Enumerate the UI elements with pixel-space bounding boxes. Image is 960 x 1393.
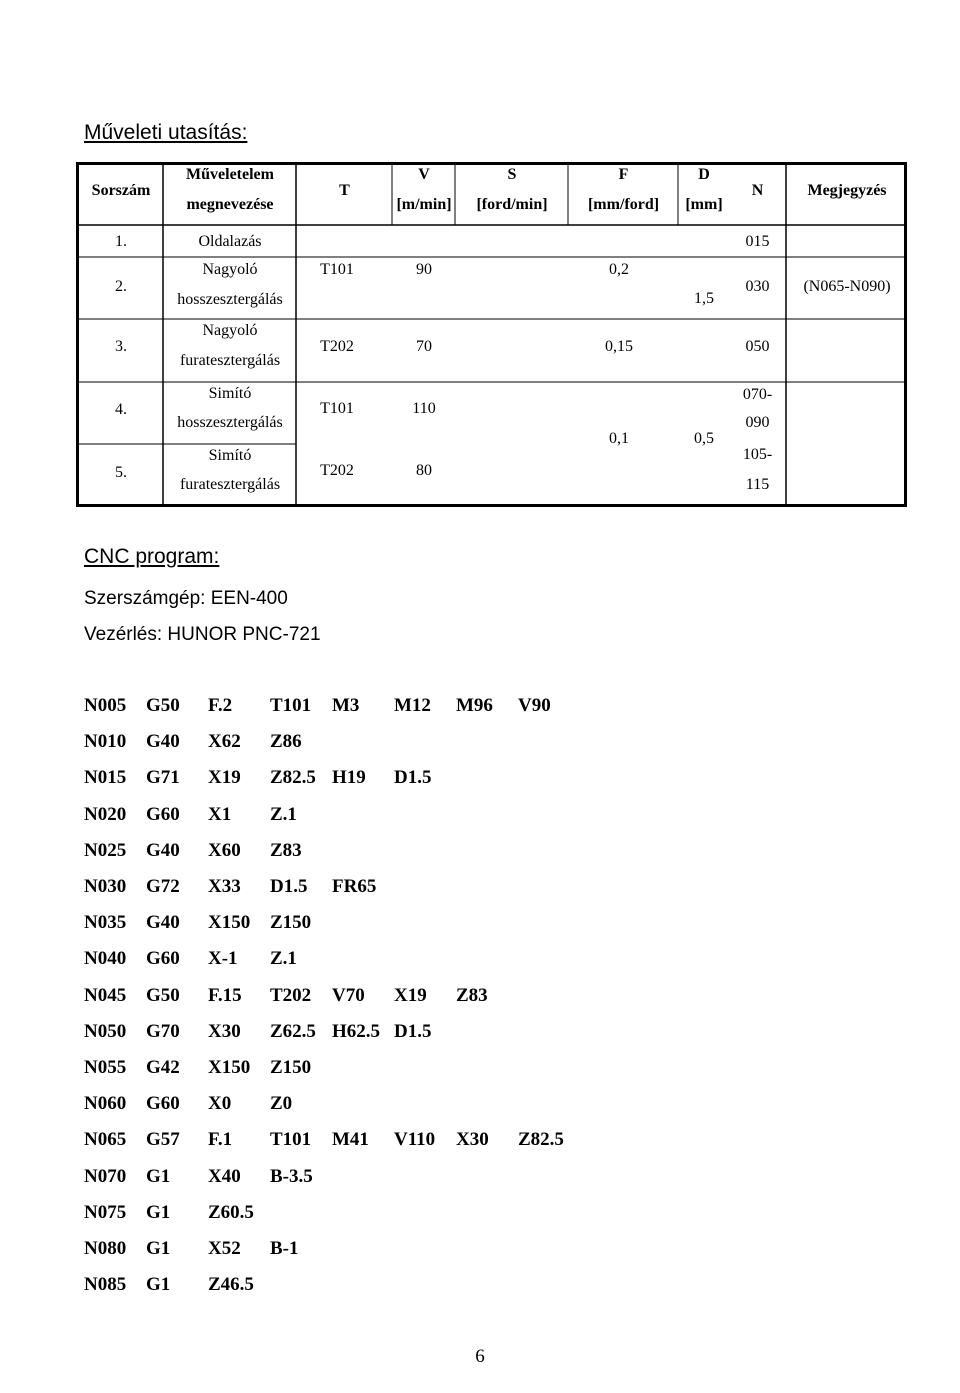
- cnc-word: H19: [332, 767, 366, 789]
- cnc-word: V70: [332, 984, 365, 1006]
- cnc-word: N025: [84, 839, 127, 861]
- cnc-word: X52: [208, 1238, 241, 1259]
- row2-f: 0,2: [609, 261, 629, 278]
- row2-number: 2.: [115, 278, 127, 295]
- cnc-word: N055: [84, 1057, 127, 1078]
- row2-v: 90: [416, 261, 432, 278]
- cnc-word: G57: [146, 1129, 180, 1151]
- row1-name: Oldalazás: [198, 233, 262, 250]
- cnc-word: D1.5: [394, 1020, 432, 1042]
- row4-name-1: Simító: [208, 385, 252, 402]
- page-number: 6: [475, 1346, 485, 1367]
- cnc-word: D1.5: [394, 767, 432, 789]
- row5-n-1: 105-: [742, 446, 773, 463]
- cnc-word: FR65: [332, 876, 377, 897]
- header-v-2: [m/min]: [396, 196, 452, 213]
- row2-n: 030: [745, 278, 770, 295]
- cnc-word: N080: [84, 1238, 127, 1259]
- operations-table: [76, 162, 907, 507]
- cnc-word: G50: [146, 984, 180, 1006]
- header-tool: T: [339, 182, 350, 199]
- header-d-2: [mm]: [685, 196, 723, 213]
- cnc-word: G60: [146, 803, 180, 825]
- cnc-word: N065: [84, 1129, 127, 1151]
- cnc-word: T101: [270, 695, 312, 716]
- row3-name-1: Nagyoló: [202, 322, 258, 339]
- cnc-word: T202: [270, 984, 312, 1006]
- cnc-word: Z82.5: [518, 1129, 564, 1151]
- row45-f: 0,1: [609, 430, 629, 447]
- row5-number: 5.: [115, 464, 127, 481]
- cnc-word: F.2: [208, 695, 233, 716]
- cnc-word: N085: [84, 1274, 127, 1296]
- cnc-word: X33: [208, 876, 241, 897]
- cnc-word: X150: [208, 912, 251, 934]
- cnc-word: X19: [394, 984, 427, 1006]
- cnc-word: N045: [84, 984, 127, 1006]
- row4-n-2: 090: [745, 414, 770, 431]
- row4-number: 4.: [115, 401, 127, 418]
- cnc-word: D1.5: [270, 876, 308, 897]
- cnc-word: X60: [208, 839, 241, 861]
- cnc-word: Z83: [456, 984, 488, 1006]
- row1-number: 1.: [115, 233, 127, 250]
- cnc-word: Z.1: [270, 803, 297, 825]
- row5-n-2: 115: [745, 476, 770, 493]
- cnc-word: F.15: [208, 984, 242, 1006]
- cnc-word: G1: [146, 1201, 171, 1223]
- row2-tool: T101: [320, 261, 354, 278]
- row4-tool: T101: [320, 400, 354, 417]
- cnc-word: N030: [84, 876, 127, 897]
- cnc-word: M41: [332, 1129, 369, 1151]
- cnc-word: N050: [84, 1020, 127, 1042]
- cnc-word: N020: [84, 803, 127, 825]
- cnc-word: X19: [208, 767, 241, 789]
- row4-name-2: hosszesztergálás: [177, 414, 283, 431]
- cnc-word: Z46.5: [208, 1274, 254, 1296]
- row5-v: 80: [416, 462, 432, 479]
- cnc-word: Z0: [270, 1093, 293, 1115]
- cnc-program-heading: CNC program:: [84, 545, 220, 568]
- machine-tool-line: Szerszámgép: EEN-400: [84, 588, 288, 609]
- header-s-1: S: [507, 166, 517, 183]
- cnc-word: M12: [394, 695, 431, 716]
- cnc-word: X30: [208, 1020, 241, 1042]
- cnc-word: X40: [208, 1165, 241, 1187]
- cnc-word: B-3.5: [270, 1165, 313, 1187]
- cnc-word: G1: [146, 1274, 171, 1296]
- cnc-word: F.1: [208, 1129, 233, 1151]
- cnc-word: N035: [84, 912, 127, 934]
- row2-name-2: hosszesztergálás: [177, 291, 283, 308]
- row2-name-1: Nagyoló: [202, 261, 258, 278]
- header-operation-2: megnevezése: [186, 196, 274, 213]
- cnc-word: G1: [146, 1165, 171, 1187]
- cnc-word: G42: [146, 1057, 180, 1078]
- cnc-word: X150: [208, 1057, 251, 1078]
- cnc-word: G70: [146, 1020, 180, 1042]
- row3-name-2: furatesztergálás: [179, 352, 281, 369]
- control-line: Vezérlés: HUNOR PNC-721: [84, 624, 321, 645]
- cnc-word: N070: [84, 1165, 127, 1187]
- cnc-word: T101: [270, 1129, 312, 1151]
- cnc-word: X0: [208, 1093, 232, 1115]
- cnc-word: G40: [146, 912, 180, 934]
- cnc-word: G71: [146, 767, 180, 789]
- row3-v: 70: [416, 338, 432, 355]
- header-s-2: [ford/min]: [476, 196, 548, 213]
- row1-n: 015: [745, 233, 770, 250]
- cnc-word: N040: [84, 948, 127, 970]
- cnc-word: N075: [84, 1201, 127, 1223]
- row5-tool: T202: [320, 462, 354, 479]
- cnc-word: G40: [146, 839, 180, 861]
- header-d-1: D: [698, 166, 710, 183]
- cnc-word: X-1: [208, 948, 238, 970]
- cnc-word: Z150: [270, 912, 312, 934]
- header-sorszam: Sorszám: [91, 182, 151, 199]
- row2-d: 1,5: [694, 290, 714, 307]
- row45-d: 0,5: [694, 430, 714, 447]
- cnc-word: Z60.5: [208, 1201, 254, 1223]
- header-v-1: V: [418, 166, 430, 183]
- cnc-word: Z82.5: [270, 767, 316, 789]
- cnc-word: B-1: [270, 1238, 299, 1259]
- row5-name-1: Simító: [208, 447, 252, 464]
- cnc-word: N005: [84, 695, 127, 716]
- cnc-word: G60: [146, 1093, 180, 1115]
- header-n: N: [751, 182, 764, 199]
- header-operation-1: Műveletelem: [186, 166, 274, 183]
- header-f-2: [mm/ford]: [587, 196, 660, 213]
- cnc-word: G1: [146, 1238, 171, 1259]
- cnc-word: N015: [84, 767, 127, 789]
- cnc-word: X30: [456, 1129, 489, 1151]
- cnc-word: Z62.5: [270, 1020, 316, 1042]
- cnc-word: V110: [394, 1129, 436, 1151]
- row5-name-2: furatesztergálás: [179, 476, 281, 493]
- header-f-1: F: [618, 166, 629, 183]
- row3-n: 050: [745, 338, 770, 355]
- operations-heading: Műveleti utasítás:: [84, 121, 248, 144]
- row2-note: (N065-N090): [803, 278, 891, 295]
- row3-number: 3.: [115, 338, 127, 355]
- header-note: Megjegyzés: [807, 182, 887, 199]
- row4-n-1: 070-: [742, 386, 773, 403]
- row4-v: 110: [412, 400, 436, 417]
- cnc-word: Z.1: [270, 948, 297, 970]
- cnc-word: Z150: [270, 1057, 312, 1078]
- cnc-word: M3: [332, 695, 360, 716]
- row3-f: 0,15: [605, 338, 633, 355]
- cnc-word: G60: [146, 948, 180, 970]
- cnc-word: X62: [208, 731, 241, 753]
- cnc-word: X1: [208, 803, 232, 825]
- cnc-word: M96: [456, 695, 493, 716]
- cnc-word: G72: [146, 876, 180, 897]
- cnc-word: G40: [146, 731, 180, 753]
- row3-tool: T202: [320, 338, 354, 355]
- cnc-word: Z86: [270, 731, 302, 753]
- cnc-word: V90: [518, 695, 551, 716]
- cnc-word: H62.5: [332, 1020, 381, 1042]
- cnc-word: Z83: [270, 839, 302, 861]
- cnc-word: N010: [84, 731, 127, 753]
- cnc-word: G50: [146, 695, 180, 716]
- cnc-word: N060: [84, 1093, 127, 1115]
